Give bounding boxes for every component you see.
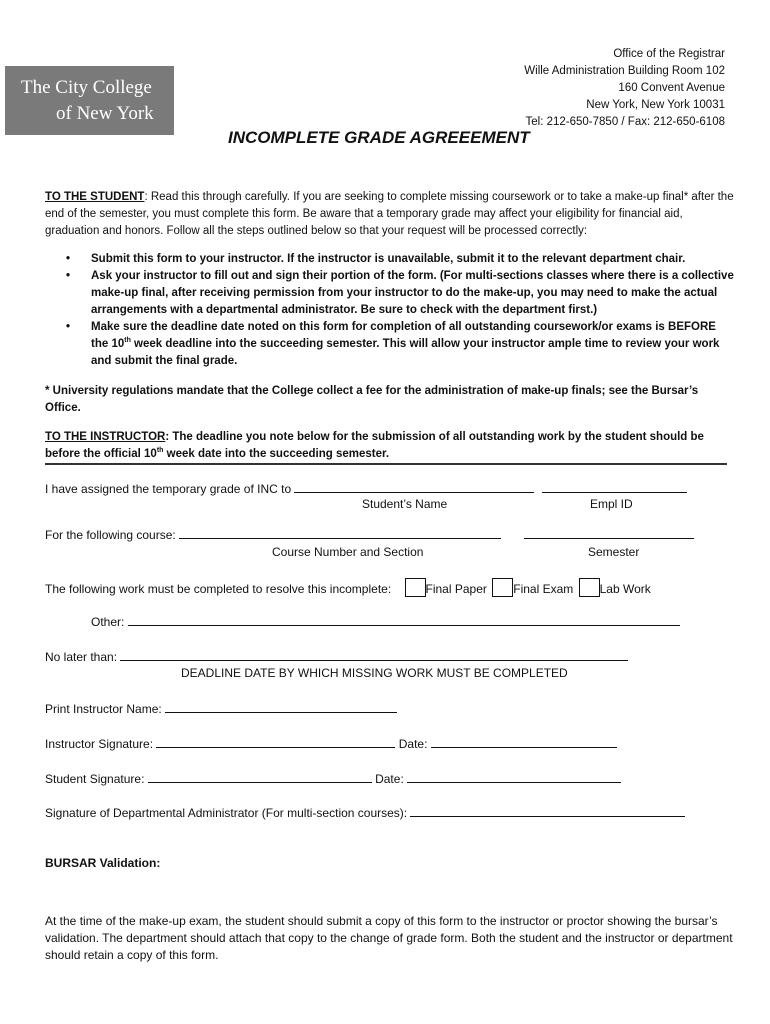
student-body: : Read this through carefully. If you are seeking to complete missing coursework or to take a make-up final* after the end of the semester, you must complete this form. Be aware that a temporary grade may affect your eligibility for financial aid, graduation and honors. Follow all the steps outlined below so that your request will be processed correctly: bbox=[45, 191, 734, 237]
admin-signature-row bbox=[45, 804, 685, 821]
instructor-date-label: Date: bbox=[398, 737, 428, 751]
list-item: • Submit this form to your instructor. If the instructor is unavailable, submit it to the relevant department chair. bbox=[45, 251, 735, 268]
list-item: • Make sure the deadline date noted on this form for completion of all outstanding coursework/or exams is BEFORE the 10th week deadline into the succeeding semester. This will allow your instructor ample time to review your work and submit the final grade. bbox=[45, 319, 735, 370]
final-paper-checkbox[interactable] bbox=[405, 578, 426, 597]
final-exam-checkbox[interactable] bbox=[492, 578, 513, 597]
logo-line-2: of New York bbox=[56, 103, 154, 124]
page-title: INCOMPLETE GRADE AGREEEMENT bbox=[228, 128, 530, 147]
course-row bbox=[45, 526, 694, 543]
final-paper-label: Final Paper bbox=[425, 582, 487, 596]
student-signature-field[interactable] bbox=[148, 770, 372, 783]
section-divider bbox=[45, 463, 727, 465]
admin-signature-label: Signature of Departmental Administrator (For multi-section courses): bbox=[45, 806, 408, 820]
lab-work-checkbox[interactable] bbox=[579, 578, 600, 597]
course-label: For the following course: bbox=[45, 528, 176, 542]
office-city: New York, New York 10031 bbox=[586, 99, 725, 111]
course-field[interactable] bbox=[179, 526, 501, 539]
work-required-row bbox=[45, 578, 651, 597]
deadline-row bbox=[45, 648, 628, 665]
instructor-signature-row bbox=[45, 735, 617, 752]
student-date-label: Date: bbox=[375, 772, 404, 786]
semester-field[interactable] bbox=[524, 526, 694, 539]
student-heading: TO THE STUDENT bbox=[45, 191, 145, 203]
empl-id-field[interactable] bbox=[542, 480, 687, 493]
student-name-caption: Student’s Name bbox=[362, 497, 448, 511]
student-name-field[interactable] bbox=[294, 480, 534, 493]
deadline-caption: DEADLINE DATE BY WHICH MISSING WORK MUST BE COMPLETED bbox=[181, 666, 568, 680]
office-name: Office of the Registrar bbox=[613, 48, 725, 60]
instructor-heading: TO THE INSTRUCTOR bbox=[45, 431, 166, 443]
empl-id-caption: Empl ID bbox=[590, 497, 633, 511]
semester-caption: Semester bbox=[588, 545, 640, 559]
bursar-fee-footnote: * University regulations mandate that the College collect a fee for the administration of make-up finals; see the Bursar’s Office. bbox=[45, 385, 699, 414]
other-field[interactable] bbox=[128, 613, 680, 626]
logo-line-1: The City College bbox=[21, 77, 152, 98]
print-instructor-label: Print Instructor Name: bbox=[45, 702, 162, 716]
instructor-signature-label: Instructor Signature: bbox=[45, 737, 154, 751]
office-building: Wille Administration Building Room 102 bbox=[524, 65, 725, 77]
instructor-name-field[interactable] bbox=[165, 700, 397, 713]
bursar-validation-label: BURSAR Validation: bbox=[45, 856, 161, 870]
final-exam-label: Final Exam bbox=[513, 582, 574, 596]
student-signature-row bbox=[45, 770, 621, 787]
deadline-label: No later than: bbox=[45, 650, 118, 664]
work-label: The following work must be completed to resolve this incomplete: bbox=[45, 582, 392, 596]
lab-work-label: Lab Work bbox=[599, 582, 651, 596]
course-caption: Course Number and Section bbox=[272, 545, 424, 559]
student-steps-list bbox=[45, 251, 735, 370]
student-instructions bbox=[45, 189, 735, 240]
office-street: 160 Convent Avenue bbox=[618, 82, 725, 94]
print-instructor-row bbox=[45, 700, 397, 717]
student-signature-label: Student Signature: bbox=[45, 772, 145, 786]
city-college-logo bbox=[5, 66, 174, 135]
office-phone: Tel: 212-650-7850 / Fax: 212-650-6108 bbox=[525, 116, 725, 128]
assigned-grade-row bbox=[45, 480, 687, 497]
other-label: Other: bbox=[91, 615, 125, 629]
other-row bbox=[91, 613, 680, 630]
instructor-instructions: TO THE INSTRUCTOR: The deadline you note below for the submission of all outstanding work by the student should be before the official 10th week date into the succeeding semester. bbox=[45, 431, 704, 460]
instructor-date-field[interactable] bbox=[431, 735, 617, 748]
admin-signature-field[interactable] bbox=[410, 804, 685, 817]
closing-instructions: At the time of the make-up exam, the student should submit a copy of this form to the instructor or proctor showing the bursar’s validation. The department should attach that copy to the change of grade form. Both the student and the instructor or department should retain a copy of this form. bbox=[45, 914, 733, 962]
deadline-field[interactable] bbox=[120, 648, 628, 661]
registrar-address-block bbox=[524, 46, 725, 131]
student-date-field[interactable] bbox=[407, 770, 621, 783]
instructor-signature-field[interactable] bbox=[156, 735, 395, 748]
list-item: • Ask your instructor to fill out and sign their portion of the form. (For multi-sections classes where there is a collective make-up final, after receiving permission from your instructor to do the make-up, you may need to make the actual arrangements with a departmental administrator. Be sure to check with the department first.) bbox=[45, 268, 735, 319]
assigned-label: I have assigned the temporary grade of INC to bbox=[45, 482, 292, 496]
